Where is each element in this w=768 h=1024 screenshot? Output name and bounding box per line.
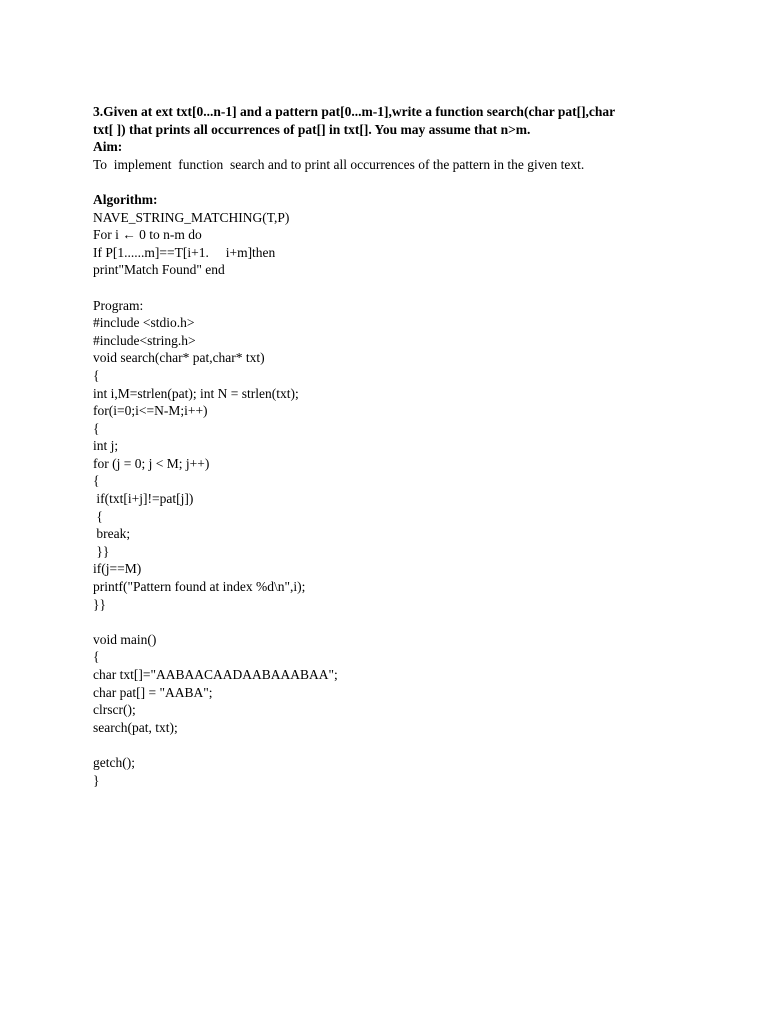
question-line-1: 3.Given at ext txt[0...n-1] and a pattern pat[0...m-1],write a function search(char pat[],char [93, 104, 616, 119]
code-line: if(j==M) [93, 561, 142, 577]
code-line: getch(); [93, 754, 135, 770]
code-line: printf("Pattern found at index %d\n",i); [93, 579, 306, 595]
code-line: void main() [93, 631, 157, 647]
spacer [93, 613, 693, 631]
algorithm-heading: Algorithm: [93, 191, 158, 207]
code-line: #include<string.h> [93, 332, 196, 348]
code-line: break; [93, 526, 131, 542]
code-line: clrscr(); [93, 702, 136, 718]
code-line: } [93, 772, 100, 788]
question-line-2: txt[ ]) that prints all occurrences of pat[] in txt[]. You may assume that n>m. [93, 121, 531, 137]
code-line: void search(char* pat,char* txt) [93, 350, 265, 366]
algorithm-line: If P[1......m]==T[i+1. i+m]then [93, 244, 276, 260]
code-line: for(i=0;i<=N-M;i++) [93, 403, 208, 419]
code-line: for (j = 0; j < M; j++) [93, 455, 210, 471]
code-line: { [93, 420, 100, 436]
code-line: char pat[] = "AABA"; [93, 684, 213, 700]
algorithm-line: For i ← 0 to n-m do [93, 227, 202, 243]
spacer [93, 279, 693, 297]
code-line: { [93, 367, 100, 383]
code-line: { [93, 649, 100, 665]
spacer [93, 736, 693, 754]
program-heading: Program: [93, 297, 144, 313]
code-line: char txt[]="AABAACAADAABAAABAA"; [93, 667, 338, 682]
code-line: int i,M=strlen(pat); int N = strlen(txt); [93, 385, 299, 401]
code-line: if(txt[i+j]!=pat[j]) [93, 491, 194, 507]
code-line: { [93, 473, 100, 489]
algorithm-line: NAVE_STRING_MATCHING(T,P) [93, 209, 290, 225]
spacer [93, 173, 693, 191]
code-line: int j; [93, 438, 119, 454]
code-line: }} [93, 543, 110, 559]
aim-heading: Aim: [93, 139, 123, 155]
code-line: search(pat, txt); [93, 719, 178, 735]
code-line: #include <stdio.h> [93, 315, 195, 331]
aim-text: To implement function search and to print all occurrences of the pattern in the given text. [93, 156, 585, 172]
code-line: { [93, 508, 103, 524]
algorithm-line: print"Match Found" end [93, 262, 225, 278]
code-line: }} [93, 596, 106, 612]
document-page [93, 103, 693, 789]
